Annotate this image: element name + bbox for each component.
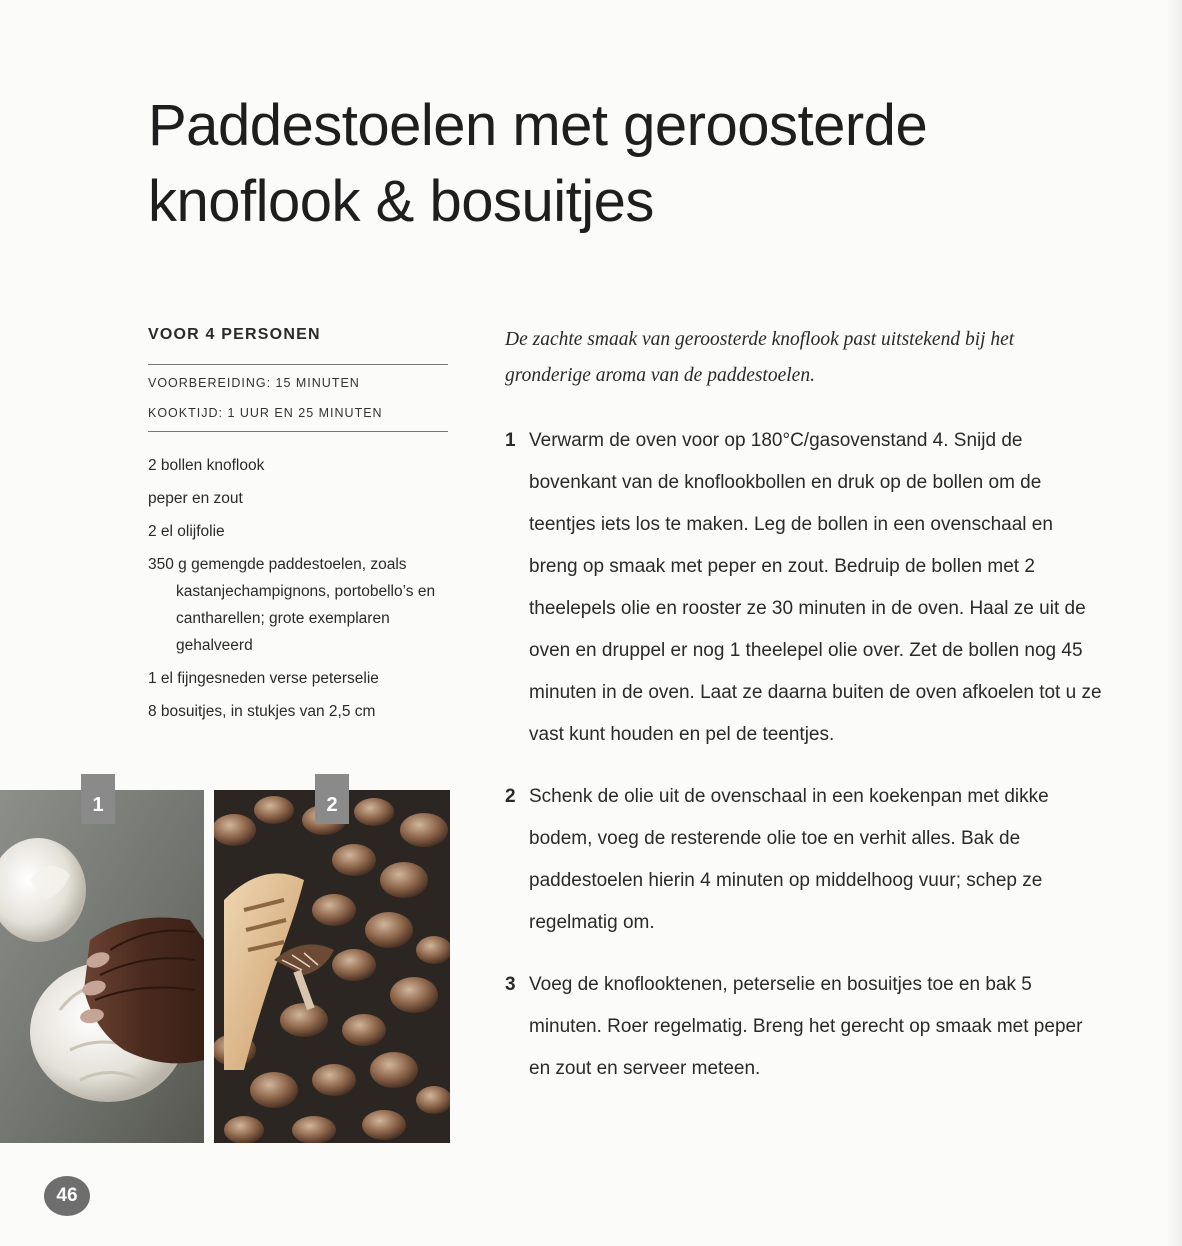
step-number: 3 — [505, 974, 516, 995]
ingredient-item: 350 g gemengde paddestoelen, zoals kastanjechampignons, portobello’s en cantharellen; grote exemplaren gehalveerd — [148, 556, 436, 654]
ingredient-item: 8 bosuitjes, in stukjes van 2,5 cm — [148, 703, 376, 720]
step-text: Verwarm de oven voor op 180°C/gasovenstand 4. Snijd de bovenkant van de knoflookbollen en druk op de bollen om de teentjes iets los te maken. Leg de bollen in een ovenschaal en breng op smaak met peper en zout. Bedruip de bollen met 2 theelepels olie en rooster ze 30 minuten in de oven. Haal ze uit de oven en druppel er nog 1 theelepel olie over. Zet de bollen nog 45 minuten in de oven. Laat ze daarna buiten de oven afkoelen tot u ze vast kunt houden en pel de teentjes. — [529, 430, 1102, 745]
divider — [148, 364, 448, 365]
step-1 — [505, 420, 1105, 756]
divider — [148, 431, 448, 432]
photo-garlic-image — [0, 790, 204, 1143]
ingredient-item: 2 bollen knoflook — [148, 457, 265, 474]
title-line-2: knoflook & bosuitjes — [148, 169, 654, 234]
ingredient-list — [148, 452, 448, 731]
recipe-intro: De zachte smaak van geroosterde knoflook past uitstekend bij het gronderige aroma van de paddestoelen. — [505, 329, 1015, 386]
page-number: 46 — [44, 1176, 90, 1216]
page-edge — [1166, 0, 1182, 1246]
step-3 — [505, 964, 1105, 1090]
cook-time: KOOKTIJD: 1 UUR EN 25 MINUTEN — [148, 406, 383, 420]
photo-2-badge: 2 — [315, 774, 349, 824]
step-number: 2 — [505, 786, 516, 807]
photo-garlic — [0, 790, 204, 1143]
step-2 — [505, 776, 1105, 944]
ingredient-item: 1 el fijngesneden verse peterselie — [148, 670, 379, 687]
servings: VOOR 4 PERSONEN — [148, 326, 321, 343]
step-text: Voeg de knoflooktenen, peterselie en bosuitjes toe en bak 5 minuten. Roer regelmatig. Breng het gerecht op smaak met peper en zout en serveer meteen. — [529, 974, 1083, 1079]
photo-mushrooms — [214, 790, 450, 1143]
ingredient-item: peper en zout — [148, 490, 243, 507]
ingredient-item: 2 el olijfolie — [148, 523, 225, 540]
method-steps — [505, 420, 1105, 1110]
recipe-title — [148, 88, 1048, 240]
photo-1-badge: 1 — [81, 774, 115, 824]
photo-mushrooms-image — [214, 790, 450, 1143]
title-line-1: Paddestoelen met geroosterde — [148, 93, 928, 158]
step-number: 1 — [505, 430, 516, 451]
step-text: Schenk de olie uit de ovenschaal in een koekenpan met dikke bodem, voeg de resterende olie toe en verhit alles. Bak de paddestoelen hierin 4 minuten op middelhoog vuur; schep ze regelmatig om. — [529, 786, 1049, 933]
prep-time: VOORBEREIDING: 15 MINUTEN — [148, 376, 360, 390]
